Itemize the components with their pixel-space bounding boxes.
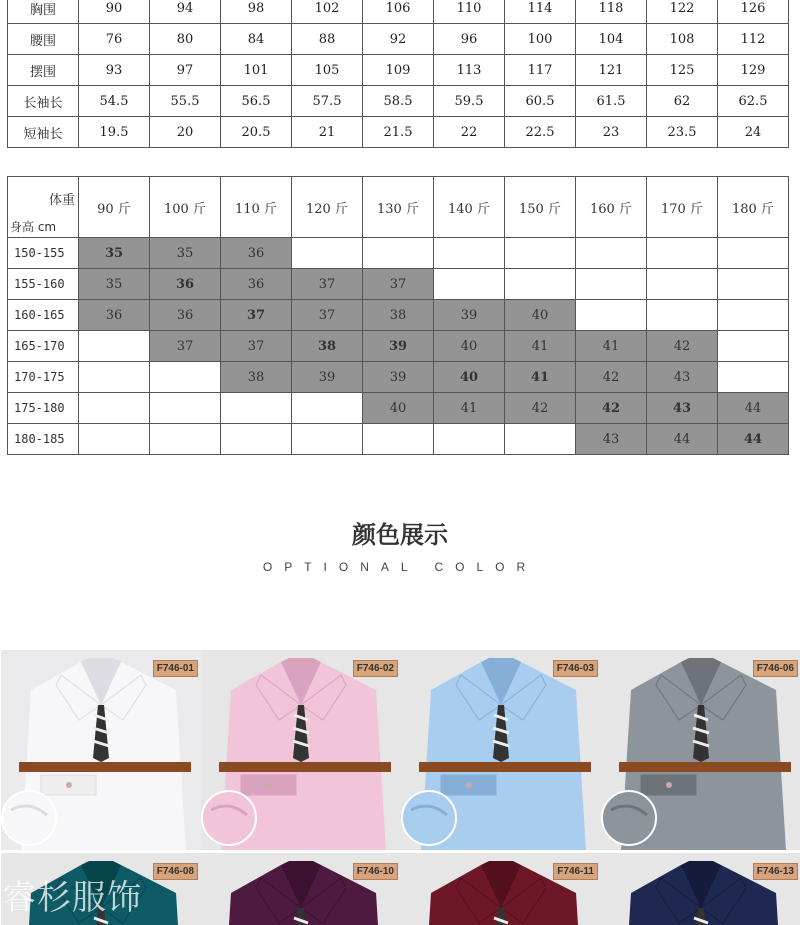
- height-label: 160-165: [8, 300, 79, 331]
- size-cell: 122: [647, 0, 718, 24]
- fit-cell: 40: [363, 393, 434, 424]
- fit-cell: 44: [647, 424, 718, 455]
- size-row: [8, 86, 789, 117]
- fit-cell: [505, 269, 576, 300]
- fit-cell: 41: [505, 362, 576, 393]
- size-cell: 62: [647, 86, 718, 117]
- size-cell: 24: [718, 117, 789, 148]
- size-cell: 23.5: [647, 117, 718, 148]
- size-cell: 92: [363, 24, 434, 55]
- size-cell: 104: [576, 24, 647, 55]
- fit-cell: [292, 238, 363, 269]
- product-card[interactable]: [601, 650, 800, 850]
- weight-header: 150 斤: [505, 177, 576, 238]
- fit-cell: 40: [434, 362, 505, 393]
- size-cell: 109: [363, 55, 434, 86]
- product-card[interactable]: [201, 650, 401, 850]
- size-cell: 96: [434, 24, 505, 55]
- fit-cell: 36: [150, 269, 221, 300]
- size-cell: 112: [718, 24, 789, 55]
- size-cell: 20: [150, 117, 221, 148]
- fit-cell: 37: [221, 300, 292, 331]
- fit-cell: 39: [363, 362, 434, 393]
- size-row-label: 胸围: [8, 0, 79, 24]
- weight-header: 90 斤: [79, 177, 150, 238]
- fit-cell: 37: [363, 269, 434, 300]
- size-cell: 101: [221, 55, 292, 86]
- size-cell: 102: [292, 0, 363, 24]
- size-cell: 113: [434, 55, 505, 86]
- size-measurement-table: [7, 0, 789, 148]
- size-cell: 61.5: [576, 86, 647, 117]
- fit-row: [8, 393, 789, 424]
- size-cell: 58.5: [363, 86, 434, 117]
- fit-cell: [292, 424, 363, 455]
- fit-row: [8, 238, 789, 269]
- size-cell: 56.5: [221, 86, 292, 117]
- fit-cell: [434, 424, 505, 455]
- fit-cell: [718, 238, 789, 269]
- height-label: 150-155: [8, 238, 79, 269]
- size-cell: 100: [505, 24, 576, 55]
- fit-row: [8, 300, 789, 331]
- weight-header: 100 斤: [150, 177, 221, 238]
- fit-cell: [647, 269, 718, 300]
- height-label: 170-175: [8, 362, 79, 393]
- section-title: 颜色展示: [352, 521, 448, 549]
- fit-row: [8, 424, 789, 455]
- product-code: F746-06: [753, 660, 798, 677]
- fit-cell: [79, 424, 150, 455]
- fit-cell: [576, 238, 647, 269]
- fit-cell: 42: [576, 393, 647, 424]
- fit-cell: 37: [292, 269, 363, 300]
- fit-cell: 44: [718, 393, 789, 424]
- fit-cell: 36: [221, 238, 292, 269]
- product-code: F746-02: [353, 660, 398, 677]
- product-code: F746-03: [553, 660, 598, 677]
- corner-header: [8, 177, 79, 238]
- fit-cell: [79, 362, 150, 393]
- fit-cell: 36: [79, 300, 150, 331]
- fit-cell: 35: [79, 238, 150, 269]
- product-card[interactable]: [201, 853, 401, 925]
- fit-cell: 44: [718, 424, 789, 455]
- size-cell: 97: [150, 55, 221, 86]
- fit-cell: [505, 238, 576, 269]
- fit-row: [8, 269, 789, 300]
- size-cell: 106: [363, 0, 434, 24]
- corner-top-label: 体重: [48, 193, 75, 208]
- shirt-image: [401, 650, 601, 850]
- fit-cell: [434, 269, 505, 300]
- shirt-image: [201, 650, 401, 850]
- fit-cell: [434, 238, 505, 269]
- product-card[interactable]: [1, 650, 201, 850]
- fit-cell: [79, 393, 150, 424]
- weight-header: 130 斤: [363, 177, 434, 238]
- watermark: 睿杉服饰: [2, 878, 142, 918]
- size-cell: 84: [221, 24, 292, 55]
- size-cell: 93: [79, 55, 150, 86]
- size-fit-table: [7, 176, 789, 455]
- fit-cell: 42: [505, 393, 576, 424]
- size-cell: 126: [718, 0, 789, 24]
- fit-cell: [363, 238, 434, 269]
- size-cell: 105: [292, 55, 363, 86]
- product-code: F746-01: [153, 660, 198, 677]
- fit-cell: 41: [576, 331, 647, 362]
- size-cell: 76: [79, 24, 150, 55]
- fit-cell: 40: [434, 331, 505, 362]
- size-cell: 62.5: [718, 86, 789, 117]
- weight-header: 120 斤: [292, 177, 363, 238]
- size-cell: 54.5: [79, 86, 150, 117]
- fit-cell: 41: [505, 331, 576, 362]
- fit-cell: 43: [647, 393, 718, 424]
- product-code: F746-11: [553, 863, 598, 880]
- height-label: 155-160: [8, 269, 79, 300]
- fit-cell: [647, 300, 718, 331]
- size-cell: 59.5: [434, 86, 505, 117]
- fit-cell: 38: [363, 300, 434, 331]
- fit-cell: [647, 238, 718, 269]
- fit-cell: [150, 424, 221, 455]
- fit-cell: [718, 300, 789, 331]
- product-code: F746-08: [153, 863, 198, 880]
- fit-cell: 42: [647, 331, 718, 362]
- product-card[interactable]: [401, 650, 601, 850]
- fit-cell: 40: [505, 300, 576, 331]
- fit-cell: 37: [150, 331, 221, 362]
- size-row-label: 长袖长: [8, 86, 79, 117]
- product-code: F746-13: [753, 863, 798, 880]
- size-cell: 110: [434, 0, 505, 24]
- size-cell: 90: [79, 0, 150, 24]
- fit-cell: [79, 331, 150, 362]
- fit-cell: [718, 362, 789, 393]
- fit-cell: 36: [221, 269, 292, 300]
- size-cell: 21: [292, 117, 363, 148]
- fit-cell: [718, 331, 789, 362]
- product-card[interactable]: [401, 853, 601, 925]
- size-cell: 117: [505, 55, 576, 86]
- size-cell: 21.5: [363, 117, 434, 148]
- size-cell: 125: [647, 55, 718, 86]
- fit-cell: 37: [292, 300, 363, 331]
- shirt-image: [601, 650, 800, 850]
- fit-cell: [221, 424, 292, 455]
- size-row: [8, 0, 789, 24]
- fit-cell: [576, 269, 647, 300]
- height-label: 180-185: [8, 424, 79, 455]
- fit-cell: [363, 424, 434, 455]
- size-row-label: 腰围: [8, 24, 79, 55]
- fit-cell: 38: [292, 331, 363, 362]
- size-cell: 129: [718, 55, 789, 86]
- size-cell: 55.5: [150, 86, 221, 117]
- size-cell: 22.5: [505, 117, 576, 148]
- fit-cell: 35: [79, 269, 150, 300]
- weight-header: 140 斤: [434, 177, 505, 238]
- fit-cell: 41: [434, 393, 505, 424]
- product-card[interactable]: [601, 853, 800, 925]
- fit-cell: [292, 393, 363, 424]
- size-cell: 114: [505, 0, 576, 24]
- fit-cell: [150, 362, 221, 393]
- fit-cell: [576, 300, 647, 331]
- size-row-label: 摆围: [8, 55, 79, 86]
- size-row: [8, 55, 789, 86]
- size-cell: 80: [150, 24, 221, 55]
- fit-cell: 43: [647, 362, 718, 393]
- size-cell: 57.5: [292, 86, 363, 117]
- weight-header: 180 斤: [718, 177, 789, 238]
- size-cell: 98: [221, 0, 292, 24]
- fit-row: [8, 362, 789, 393]
- size-cell: 23: [576, 117, 647, 148]
- weight-header: 170 斤: [647, 177, 718, 238]
- fit-row: [8, 331, 789, 362]
- size-row: [8, 117, 789, 148]
- fit-cell: 39: [434, 300, 505, 331]
- product-code: F746-10: [353, 863, 398, 880]
- size-row-label: 短袖长: [8, 117, 79, 148]
- fit-cell: [221, 393, 292, 424]
- shirt-image: [1, 650, 201, 850]
- size-cell: 22: [434, 117, 505, 148]
- height-label: 175-180: [8, 393, 79, 424]
- fit-cell: 37: [221, 331, 292, 362]
- fit-cell: [718, 269, 789, 300]
- fit-cell: 39: [363, 331, 434, 362]
- fit-cell: 43: [576, 424, 647, 455]
- size-cell: 94: [150, 0, 221, 24]
- fit-cell: [505, 424, 576, 455]
- size-cell: 60.5: [505, 86, 576, 117]
- size-cell: 108: [647, 24, 718, 55]
- weight-header: 160 斤: [576, 177, 647, 238]
- fit-cell: 36: [150, 300, 221, 331]
- size-cell: 118: [576, 0, 647, 24]
- size-cell: 20.5: [221, 117, 292, 148]
- size-cell: 121: [576, 55, 647, 86]
- fit-cell: 39: [292, 362, 363, 393]
- section-subtitle: OPTIONAL COLOR: [262, 560, 538, 574]
- corner-bottom-label: 身高 cm: [10, 220, 57, 234]
- size-cell: 88: [292, 24, 363, 55]
- fit-cell: [150, 393, 221, 424]
- size-row: [8, 24, 789, 55]
- fit-cell: 42: [576, 362, 647, 393]
- height-label: 165-170: [8, 331, 79, 362]
- size-cell: 19.5: [79, 117, 150, 148]
- weight-header: 110 斤: [221, 177, 292, 238]
- fit-cell: 35: [150, 238, 221, 269]
- fit-cell: 38: [221, 362, 292, 393]
